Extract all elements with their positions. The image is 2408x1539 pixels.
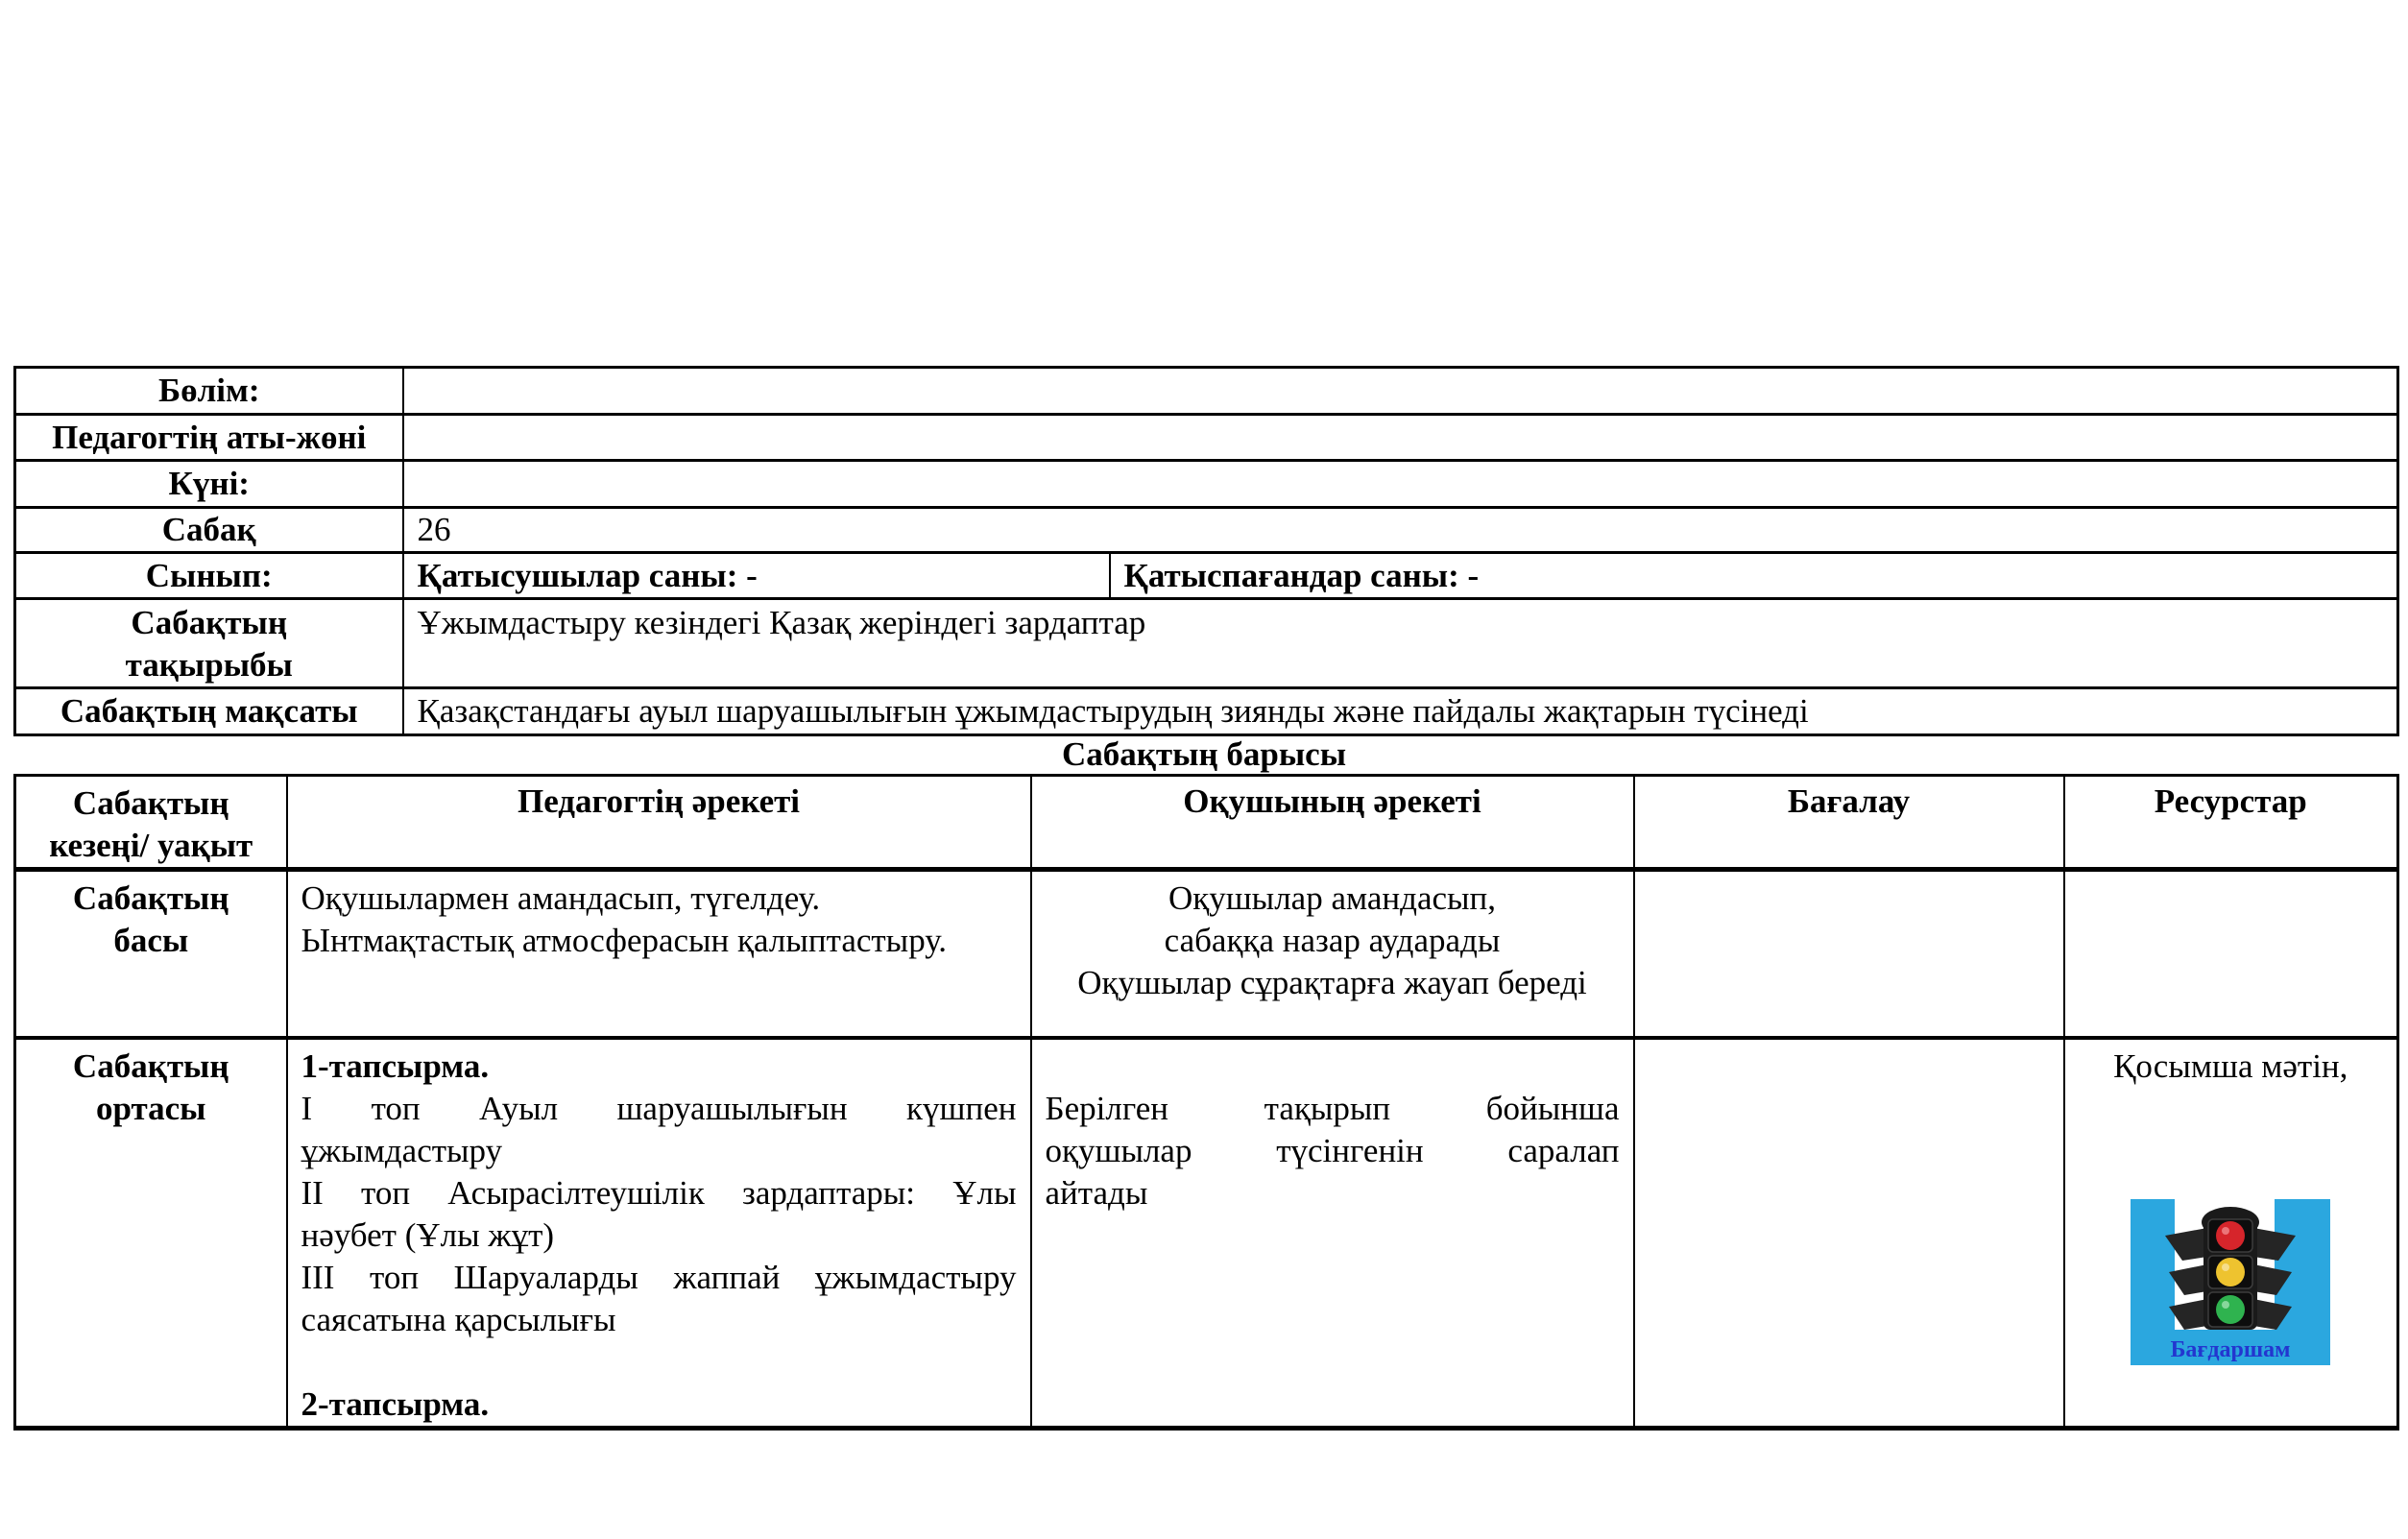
task1-group2-line1: ІІ топ Асырасілтеушілік зардаптары: Ұлы <box>301 1173 1017 1212</box>
info-row-lesson-number <box>15 508 2398 553</box>
info-label-teacher-name: Педагогтің аты-жөні <box>15 415 403 461</box>
lesson-info-table <box>13 366 2399 736</box>
section-title: Сабақтың барысы <box>1061 735 1347 773</box>
lesson-row-middle <box>15 1038 2398 1429</box>
student-activity-middle: Берілген тақырып бойынша оқушылар түсінгенін саралап айтады <box>1031 1038 1634 1429</box>
info-value-lesson-number: 26 <box>403 508 2398 553</box>
stage-cell-beginning: Сабақтың басы <box>15 870 287 1038</box>
info-label-class: Сынып: <box>15 553 403 599</box>
info-row-bolim <box>15 368 2398 415</box>
info-value-participants: Қатысушылар саны: - <box>403 553 1110 599</box>
traffic-light-image <box>2079 1199 2384 1374</box>
info-value-absentees: Қатыспағандар саны: - <box>1110 553 2398 599</box>
task1-group3-line1: ІІІ топ Шаруаларды жаппай ұжымдастыру <box>301 1258 1017 1296</box>
yellow-light <box>2216 1258 2245 1287</box>
resources-beginning <box>2064 870 2398 1038</box>
student-activity-beginning: Оқушылар амандасып, сабаққа назар аударады Оқушылар сұрақтарға жауап береді <box>1031 870 1634 1038</box>
column-header-assessment: Бағалау <box>1634 776 2064 870</box>
info-label-lesson-number: Сабақ <box>15 508 403 553</box>
info-value-teacher-name <box>403 415 2398 461</box>
info-value-objective: Қазақстандағы ауыл шаруашылығын ұжымдастырудың зиянды және пайдалы жақтарын түсінеді <box>403 688 2398 735</box>
teacher-activity-beginning: Оқушылармен амандасып, түгелдеу. Ынтмақтастық атмосферасын қалыптастыру. <box>287 870 1031 1038</box>
red-light <box>2216 1221 2245 1250</box>
blank-line <box>301 1341 1017 1383</box>
task1-group1-line1: І топ Ауыл шаруашылығын күшпен <box>301 1089 1017 1127</box>
stage-cell-middle: Сабақтың ортасы <box>15 1038 287 1429</box>
resources-middle <box>2064 1038 2398 1429</box>
info-value-bolim <box>403 368 2398 415</box>
task1-group1-line2: ұжымдастыру <box>301 1131 503 1169</box>
column-header-resources: Ресурстар <box>2064 776 2398 870</box>
traffic-light-label: Бағдаршам <box>2170 1336 2291 1362</box>
lesson-flow-table <box>13 774 2399 1431</box>
task1-title: 1-тапсырма. <box>301 1046 490 1085</box>
info-label-objective: Сабақтың мақсаты <box>15 688 403 735</box>
lesson-table-header-row <box>15 776 2398 870</box>
column-header-teacher-activity: Педагогтің әрекеті <box>287 776 1031 870</box>
info-label-date: Күні: <box>15 461 403 508</box>
info-row-class <box>15 553 2398 599</box>
task1-group2-line2: нәубет (Ұлы жұт) <box>301 1215 555 1254</box>
info-row-topic <box>15 599 2398 688</box>
teacher-activity-middle <box>287 1038 1031 1429</box>
column-header-stage: Сабақтың кезеңі/ уақыт <box>15 776 287 870</box>
info-value-topic: Ұжымдастыру кезіндегі Қазақ жеріндегі зардаптар <box>403 599 2398 688</box>
lesson-row-beginning <box>15 870 2398 1038</box>
info-value-date <box>403 461 2398 508</box>
info-row-teacher-name <box>15 415 2398 461</box>
info-label-bolim: Бөлім: <box>15 368 403 415</box>
assessment-middle <box>1634 1038 2064 1429</box>
task2-title: 2-тапсырма. <box>301 1384 490 1423</box>
resources-text: Қосымша мәтін, <box>2113 1046 2348 1085</box>
info-row-date <box>15 461 2398 508</box>
info-row-objective <box>15 688 2398 735</box>
info-label-topic: Сабақтың тақырыбы <box>15 599 403 688</box>
assessment-beginning <box>1634 870 2064 1038</box>
column-header-student-activity: Оқушының әрекеті <box>1031 776 1634 870</box>
traffic-light-icon <box>2131 1199 2330 1365</box>
green-light <box>2216 1295 2245 1324</box>
task1-group3-line2: саясатына қарсылығы <box>301 1300 616 1338</box>
